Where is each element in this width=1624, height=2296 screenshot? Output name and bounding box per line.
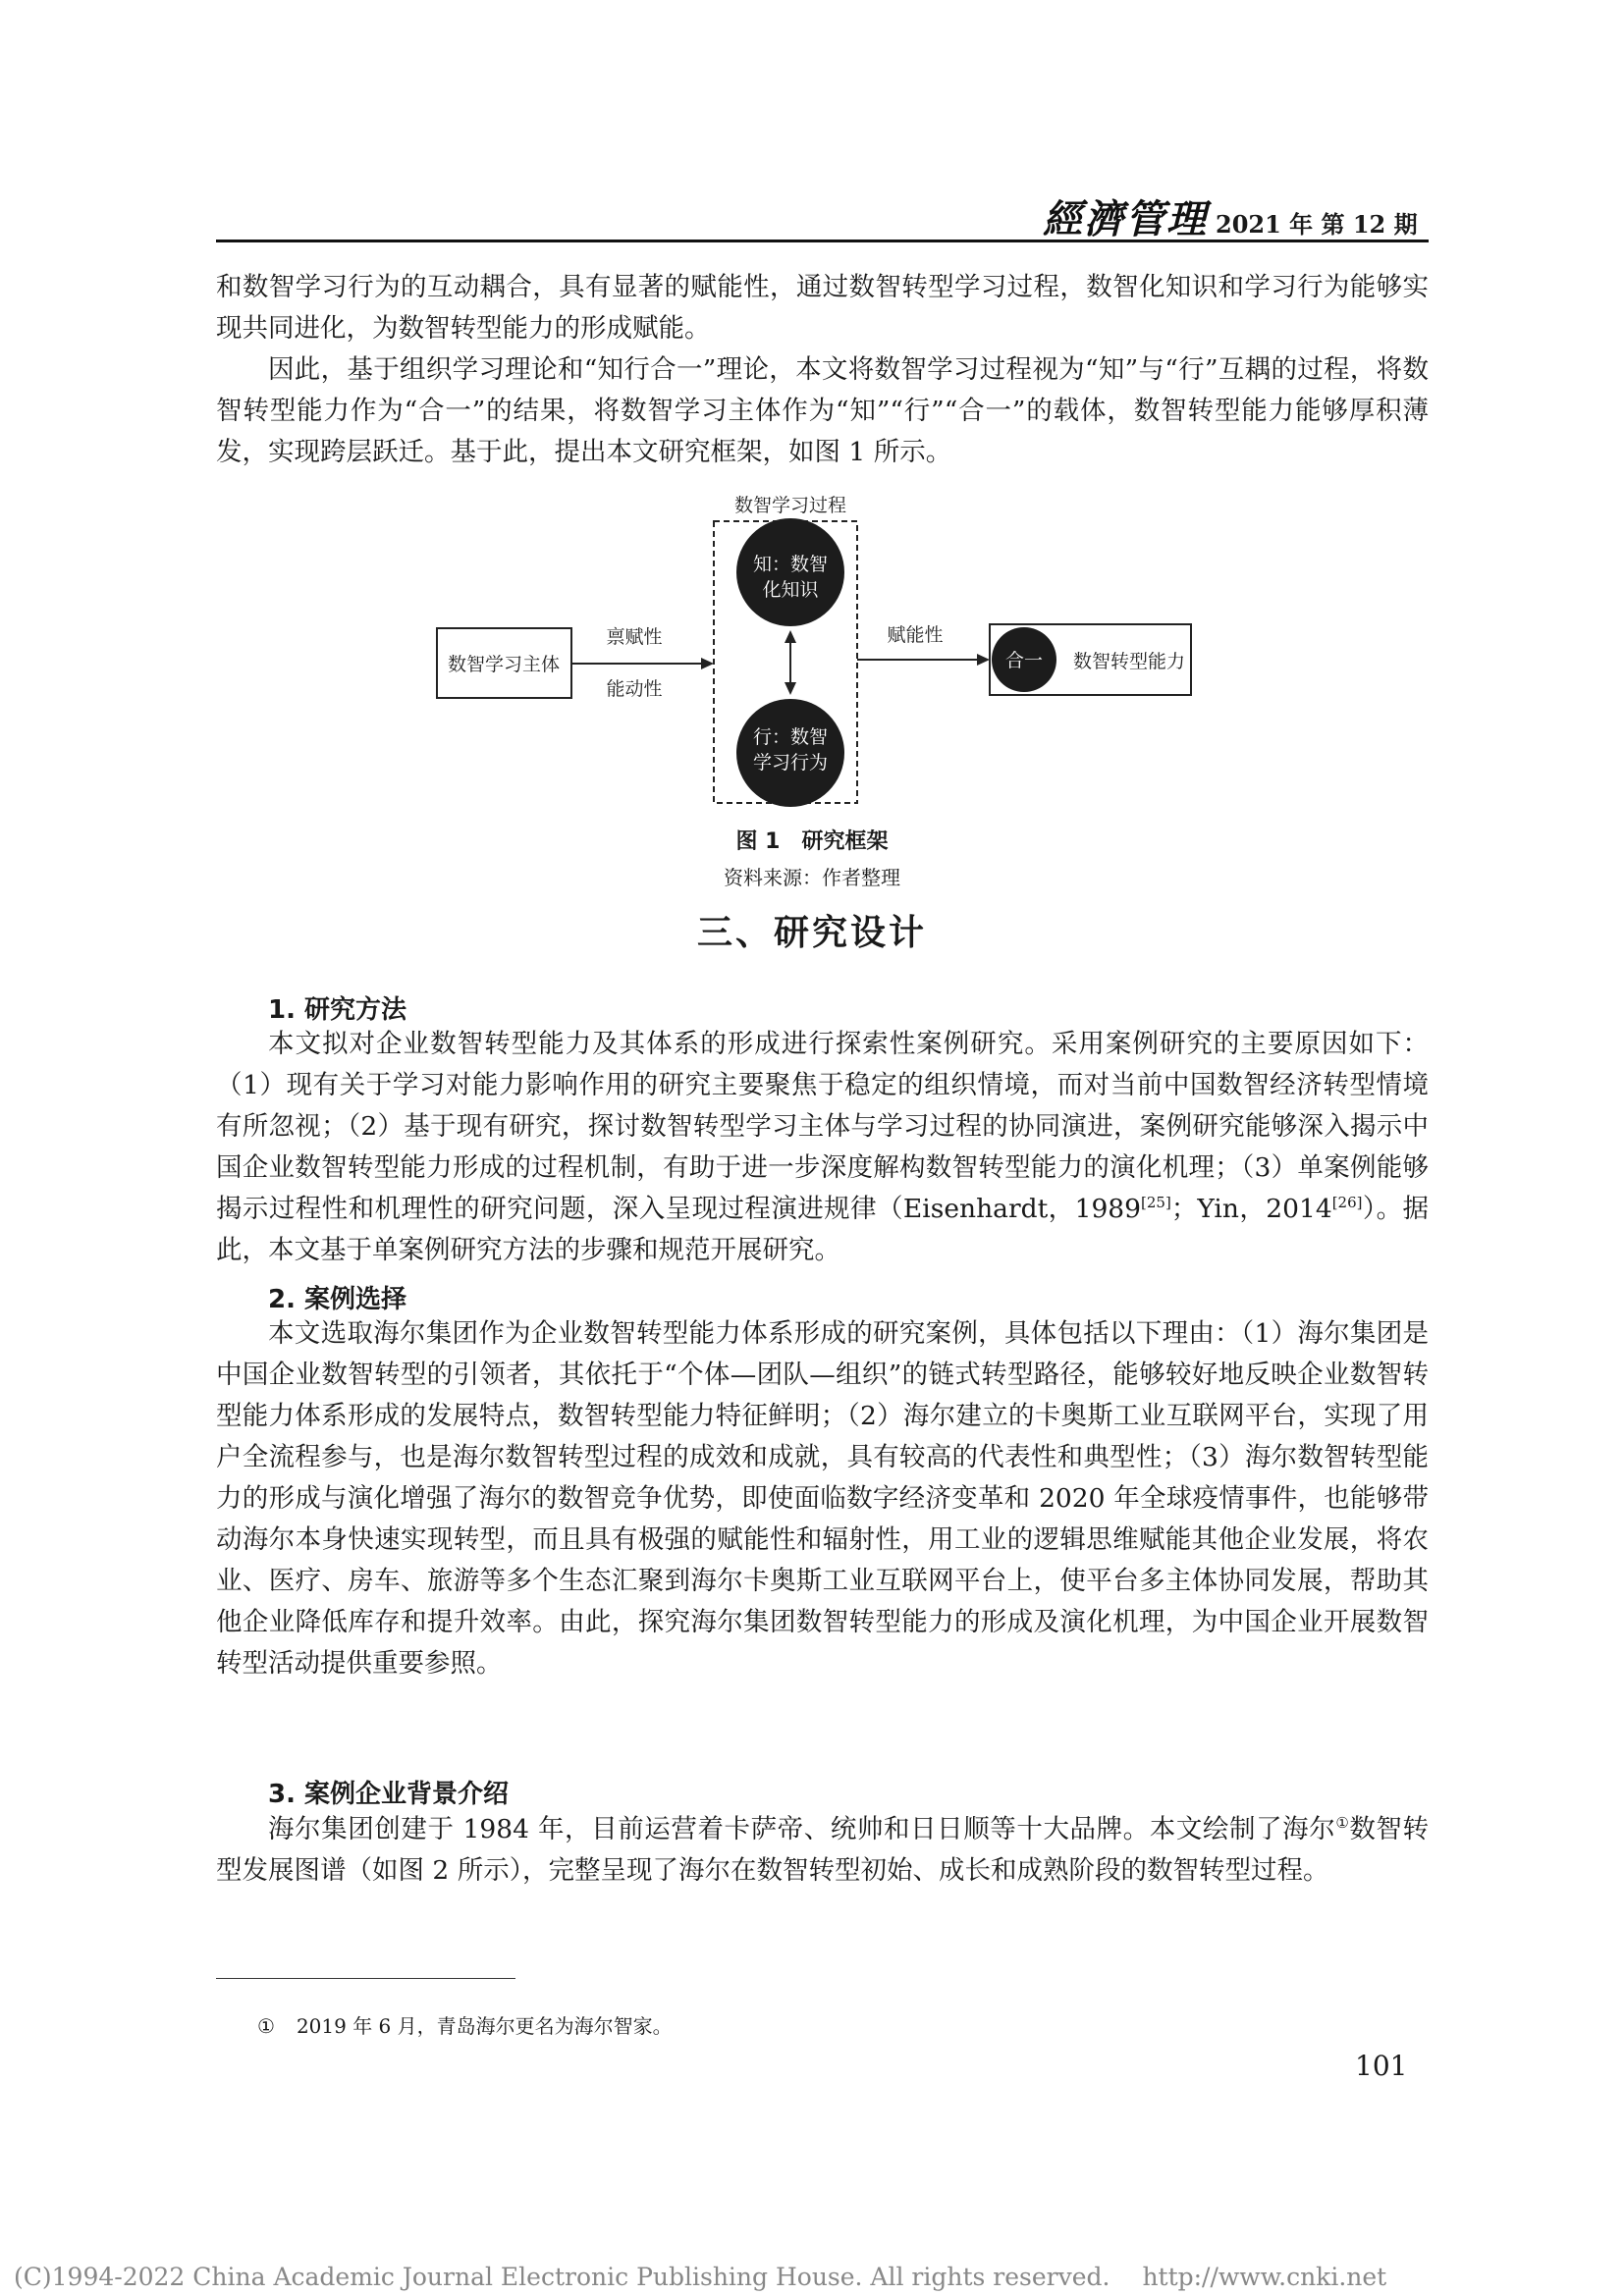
- edge-label-enabling: 赋能性: [887, 624, 944, 646]
- footnote-rule: [216, 1978, 515, 1979]
- footnote: [257, 2010, 673, 2039]
- edge-label-agency: 能动性: [606, 678, 663, 700]
- background-paragraph: [216, 1809, 1429, 1892]
- research-framework-figure: [0, 0, 1624, 825]
- capability-label: 数智转型能力: [1072, 651, 1186, 672]
- figure-caption: 图 1 研究框架: [735, 829, 889, 854]
- footnote-reference[interactable]: ①: [1335, 1814, 1350, 1833]
- section-title: 三、研究设计: [696, 912, 927, 953]
- subsection-heading-case-selection: 2. 案例选择: [268, 1285, 407, 1314]
- figure-source: 资料来源：作者整理: [724, 866, 900, 889]
- unity-label: 合一: [1004, 650, 1044, 671]
- footnote-mark: ①: [257, 2014, 275, 2038]
- journal-title: 經濟管理: [1043, 197, 1208, 242]
- arrow-head-down-icon: [785, 682, 796, 695]
- issue-info: 2021 年 第 12 期: [1216, 210, 1418, 239]
- edge-label-endowment: 禀赋性: [606, 626, 663, 648]
- citation-26: [26]: [1331, 1194, 1363, 1212]
- behavior-label-line-1: 行：数智: [752, 726, 829, 748]
- intro-paragraph-1: 和数智学习行为的互动耦合，具有显著的赋能性，通过数智转型学习过程，数智化知识和学习行为能够实现共同进化，为数智转型能力的形成赋能。: [216, 272, 1429, 344]
- arrow-head-right-icon: [701, 658, 714, 669]
- intro-paragraph-2: 因此，基于组织学习理论和“知行合一”理论，本文将数智学习过程视为“知”与“行”互耦的过程，将数智转型能力作为“合一”的结果，将数智学习主体作为“知”“行”“合一”的载体，数智转型能力能够厚积薄发，实现跨层跃迁。基于此，提出本文研究框架，如图 1 所示。: [216, 354, 1429, 467]
- subsection-heading-methods: 1. 研究方法: [268, 995, 407, 1025]
- behavior-label-line-2: 学习行为: [752, 752, 829, 774]
- arrow-head-right-icon: [977, 654, 990, 666]
- citation-25: [25]: [1141, 1194, 1171, 1212]
- page-number: 101: [1355, 2050, 1408, 2082]
- methods-text: [216, 1024, 1429, 1271]
- learning-subject-label: 数智学习主体: [447, 654, 561, 675]
- case-selection-paragraph: 本文选取海尔集团作为企业数智转型能力体系形成的研究案例，具体包括以下理由：（1）海尔集团是中国企业数智转型的引领者，其依托于“个体—团队—组织”的链式转型路径，能够较好地反映企业数智转型能力体系形成的发展特点，数智转型能力特征鲜明；（2）海尔建立的卡奥斯工业互联网平台，实现了用户全流程参与，也是海尔数智转型过程的成效和成就，具有较高的代表性和典型性；（3）海尔数智转型能力的形成与演化增强了海尔的数智竞争优势，即使面临数字经济变革和 2020 年全球疫情事件，也能够带动海尔本身快速实现转型，而且具有极强的赋能性和辐射性，用工业的逻辑思维赋能其他企业发展，将农业、医疗、房车、旅游等多个生态汇聚到海尔卡奥斯工业互联网平台上，使平台多主体协同发展，帮助其他企业降低库存和提升效率。由此，探究海尔集团数智转型能力的形成及演化机理，为中国企业开展数智转型活动提供重要参照。: [216, 1318, 1429, 1679]
- case-selection-text: [216, 1313, 1429, 1684]
- methods-body: 本文拟对企业数智转型能力及其体系的形成进行探索性案例研究。采用案例研究的主要原因如下：（1）现有关于学习对能力影响作用的研究主要聚焦于稳定的组织情境，而对当前中国数智经济转型情境有所忽视；（2）基于现有研究，探讨数智转型学习主体与学习过程的协同演进，案例研究能够深入揭示中国企业数智转型能力形成的过程机制，有助于进一步深度解构数智转型能力的演化机理；（3）单案例能够揭示过程性和机理性的研究问题，深入呈现过程演进规律（Eisenhardt，1989: [216, 1029, 1429, 1224]
- methods-body-tail: ）。据此，本文基于单案例研究方法的步骤和规范开展研究。: [216, 1194, 1429, 1265]
- knowledge-label-line-1: 知：数智: [752, 554, 829, 575]
- background-body: 海尔集团创建于 1984 年，目前运营着卡萨帝、统帅和日日顺等十大品牌。本文绘制了海尔: [268, 1814, 1336, 1844]
- knowledge-label-line-2: 化知识: [762, 579, 819, 601]
- background-body-tail: 数智转型发展图谱（如图 2 所示），完整呈现了海尔在数智转型初始、成长和成熟阶段的数智转型过程。: [216, 1814, 1429, 1886]
- figure-group-label: 数智学习过程: [733, 495, 847, 516]
- copyright-notice: (C)1994-2022 China Academic Journal Electronic Publishing House. All rights reserved. http://www.cnki.net: [14, 2263, 1387, 2291]
- methods-body-mid: ；Yin，2014: [1170, 1194, 1332, 1224]
- arrow-head-up-icon: [785, 630, 796, 643]
- footnote-text: 2019 年 6 月，青岛海尔更名为海尔智家。: [296, 2014, 673, 2038]
- subsection-heading-background: 3. 案例企业背景介绍: [268, 1780, 510, 1809]
- background-text: [216, 1809, 1429, 1892]
- methods-paragraph: [216, 1024, 1429, 1271]
